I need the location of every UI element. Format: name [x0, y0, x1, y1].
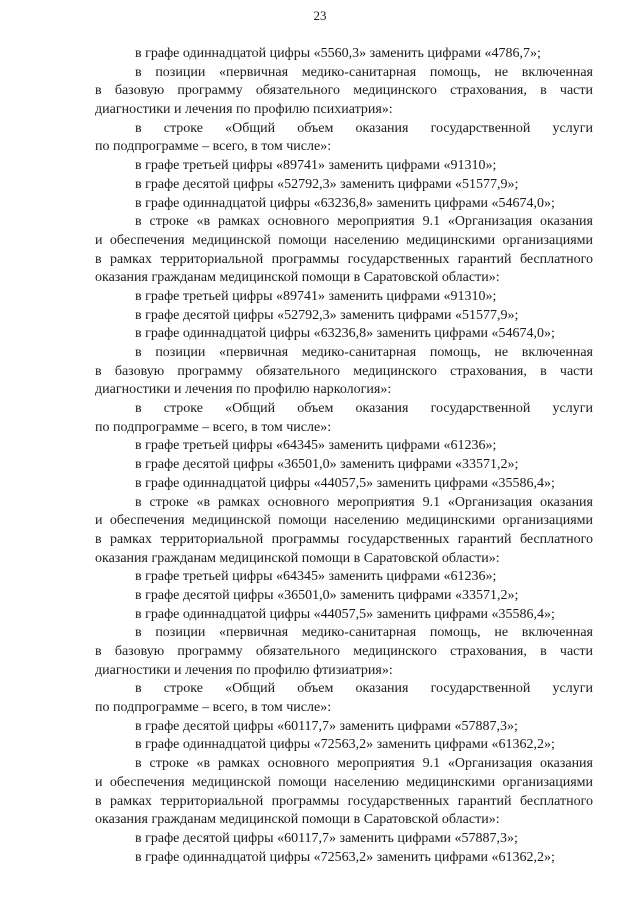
- text-line: в строке «Общий объем оказания государственной услуги: [135, 401, 593, 417]
- text-line: по подпрограмме – всего, в том числе»:: [95, 419, 332, 435]
- text-line: в рамках территориальной программы государственных гарантий бесплатного: [95, 531, 593, 547]
- text-line: в строке «Общий объем оказания государственной услуги: [135, 681, 593, 697]
- text-line: в графе третьей цифры «89741» заменить цифрами «91310»;: [135, 288, 497, 304]
- text-line: в графе одиннадцатой цифры «5560,3» заменить цифрами «4786,7»;: [135, 46, 541, 61]
- text-line: оказания гражданам медицинской помощи в Саратовской области»:: [95, 812, 500, 828]
- text-line: в графе десятой цифры «36501,0» заменить цифрами «33571,2»;: [135, 457, 519, 473]
- text-line: в строке «Общий объем оказания государственной услуги: [135, 120, 593, 136]
- text-line: в графе одиннадцатой цифры «72563,2» заменить цифрами «61362,2»;: [135, 849, 555, 865]
- text-line: в графе десятой цифры «52792,3» заменить цифрами «51577,9»;: [135, 307, 519, 323]
- text-line: в строке «в рамках основного мероприятия 9.1 «Организация оказания: [135, 756, 593, 772]
- text-line: оказания гражданам медицинской помощи в Саратовской области»:: [95, 270, 500, 286]
- text-line: в строке «в рамках основного мероприятия 9.1 «Организация оказания: [135, 214, 593, 230]
- document-body: [95, 45, 593, 867]
- text-line: по подпрограмме – всего, в том числе»:: [95, 139, 332, 155]
- text-line: и обеспечения медицинской помощи населению медицинскими организациями: [95, 232, 593, 248]
- text-line: и обеспечения медицинской помощи населению медицинскими организациями: [95, 774, 593, 790]
- text-line: в графе одиннадцатой цифры «63236,8» заменить цифрами «54674,0»;: [135, 195, 555, 211]
- text-line: в базовую программу обязательного медицинского страхования, в части: [95, 363, 593, 379]
- text-line: в графе третьей цифры «89741» заменить цифрами «91310»;: [135, 158, 497, 174]
- text-line: диагностики и лечения по профилю наркология»:: [95, 382, 392, 398]
- text-line: в графе десятой цифры «36501,0» заменить цифрами «33571,2»;: [135, 587, 519, 603]
- text-line: в строке «в рамках основного мероприятия 9.1 «Организация оказания: [135, 494, 593, 510]
- text-line: диагностики и лечения по профилю психиатрия»:: [95, 102, 393, 118]
- text-line: в графе одиннадцатой цифры «72563,2» заменить цифрами «61362,2»;: [135, 737, 555, 753]
- text-line: в рамках территориальной программы государственных гарантий бесплатного: [95, 251, 593, 267]
- text-line: в базовую программу обязательного медицинского страхования, в части: [95, 644, 593, 659]
- text-line: по подпрограмме – всего, в том числе»:: [95, 700, 332, 716]
- page-number: 23: [313, 8, 327, 23]
- text-line: в графе одиннадцатой цифры «63236,8» заменить цифрами «54674,0»;: [135, 326, 555, 342]
- text-line: в позиции «первичная медико-санитарная помощь, не включенная: [135, 64, 593, 80]
- text-line: диагностики и лечения по профилю фтизиатрия»:: [95, 662, 393, 678]
- text-line: в позиции «первичная медико-санитарная помощь, не включенная: [135, 625, 593, 641]
- text-line: в графе одиннадцатой цифры «44057,5» заменить цифрами «35586,4»;: [135, 475, 555, 491]
- text-line: в графе одиннадцатой цифры «44057,5» заменить цифрами «35586,4»;: [135, 606, 555, 622]
- text-line: в базовую программу обязательного медицинского страхования, в части: [95, 83, 593, 99]
- text-line: в рамках территориальной программы государственных гарантий бесплатного: [95, 793, 593, 809]
- text-line: в графе третьей цифры «64345» заменить цифрами «61236»;: [135, 438, 497, 454]
- text-line: в графе десятой цифры «60117,7» заменить цифрами «57887,3»;: [135, 718, 518, 734]
- text-line: в графе десятой цифры «60117,7» заменить цифрами «57887,3»;: [135, 830, 518, 846]
- text-line: в графе десятой цифры «52792,3» заменить цифрами «51577,9»;: [135, 176, 519, 192]
- text-line: оказания гражданам медицинской помощи в Саратовской области»:: [95, 550, 500, 566]
- text-line: в позиции «первичная медико-санитарная помощь, не включенная: [135, 345, 593, 360]
- text-line: и обеспечения медицинской помощи населению медицинскими организациями: [95, 513, 593, 529]
- text-line: в графе третьей цифры «64345» заменить цифрами «61236»;: [135, 569, 497, 585]
